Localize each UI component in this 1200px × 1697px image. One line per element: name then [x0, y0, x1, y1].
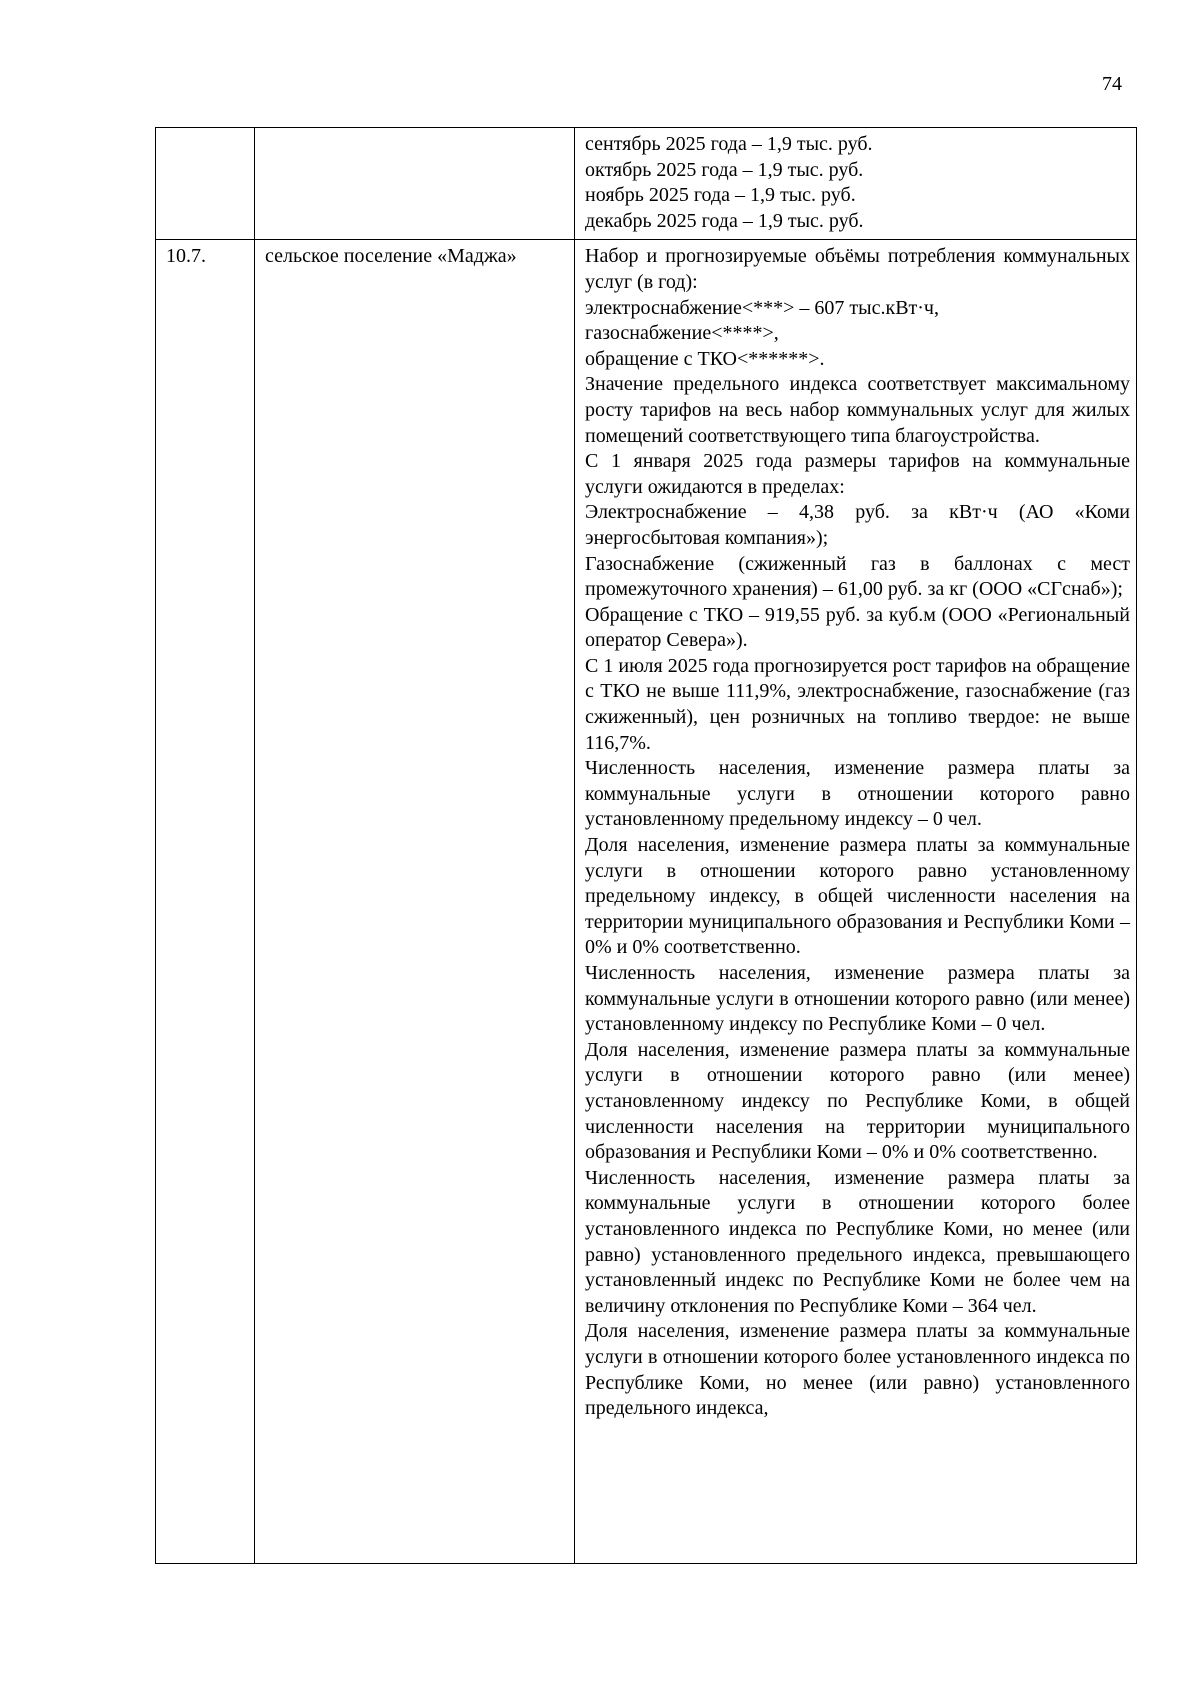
payment-line: октябрь 2025 года – 1,9 тыс. руб.	[585, 158, 864, 181]
table-row-10-7	[156, 240, 1137, 1564]
paragraph: С 1 июля 2025 года прогнозируется рост тарифов на обращение с ТКО не выше 111,9%, электроснабжение, газоснабжение (газ сжиженный), цен розничных на топливо твердое: не выше 116,7%.	[585, 654, 1130, 754]
paragraph: Электроснабжение – 4,38 руб. за кВт·ч (АО «Коми энергосбытовая компания»);	[585, 501, 1130, 549]
paragraph: Доля населения, изменение размера платы за коммунальные услуги в отношении которого более установленного индекса по Республике Коми, но менее (или равно) установленного предельного индекса,	[585, 1320, 1130, 1420]
number-cell	[156, 128, 255, 240]
payment-line: декабрь 2025 года – 1,9 тыс. руб.	[585, 209, 864, 232]
paragraph: Обращение с ТКО – 919,55 руб. за куб.м (ООО «Региональный оператор Севера»).	[585, 603, 1130, 652]
description-cell	[575, 128, 1137, 240]
description-cell	[575, 240, 1137, 1564]
paragraph: Численность населения, изменение размера платы за коммунальные услуги в отношении которого более установленного индекса по Республике Коми, но менее (или равно) установленного предельного индекса, превышающего установленный индекс по Республике Коми не более чем на величину отклонения по Республике Коми – 364 чел.	[585, 1166, 1130, 1317]
paragraph: С 1 января 2025 года размеры тарифов на коммунальные услуги ожидаются в пределах:	[585, 450, 1130, 498]
paragraph: обращение с ТКО<******>.	[585, 347, 825, 370]
document-table	[155, 127, 1137, 1564]
municipality-name: сельское поселение «Маджа»	[255, 240, 575, 1564]
page-number: 74	[1102, 73, 1122, 95]
paragraph: Численность населения, изменение размера платы за коммунальные услуги в отношении которого равно (или менее) установленному индексу по Республике Коми – 0 чел.	[585, 962, 1130, 1036]
payment-line: ноябрь 2025 года – 1,9 тыс. руб.	[585, 184, 856, 207]
table-row-continuation	[156, 128, 1137, 240]
municipality-cell	[255, 128, 575, 240]
payment-line: сентябрь 2025 года – 1,9 тыс. руб.	[585, 133, 873, 155]
paragraph: Доля населения, изменение размера платы за коммунальные услуги в отношении которого равно установленному предельному индексу, в общей численности населения на территории муниципального образования и Республики Коми – 0% и 0% соответственно.	[585, 834, 1130, 959]
paragraph: Численность населения, изменение размера платы за коммунальные услуги в отношении которого равно установленному предельному индексу – 0 чел.	[585, 757, 1130, 831]
paragraph: Значение предельного индекса соответствует максимальному росту тарифов на весь набор коммунальных услуг для жилых помещений соответствующего типа благоустройства.	[585, 373, 1130, 447]
paragraph: Газоснабжение (сжиженный газ в баллонах с мест промежуточного хранения) – 61,00 руб. за кг (ООО «СГснаб»);	[585, 552, 1130, 601]
paragraph: Доля населения, изменение размера платы за коммунальные услуги в отношении которого равно (или менее) установленному индексу по Республике Коми, в общей численности населения на территории муниципального образования и Республики Коми – 0% и 0% соответственно.	[585, 1038, 1130, 1164]
paragraph: электроснабжение<***> – 607 тыс.кВт·ч,	[585, 296, 939, 319]
paragraph: газоснабжение<****>,	[585, 322, 779, 345]
paragraph: Набор и прогнозируемые объёмы потребления коммунальных услуг (в год):	[585, 245, 1130, 293]
row-number: 10.7.	[156, 240, 255, 1564]
